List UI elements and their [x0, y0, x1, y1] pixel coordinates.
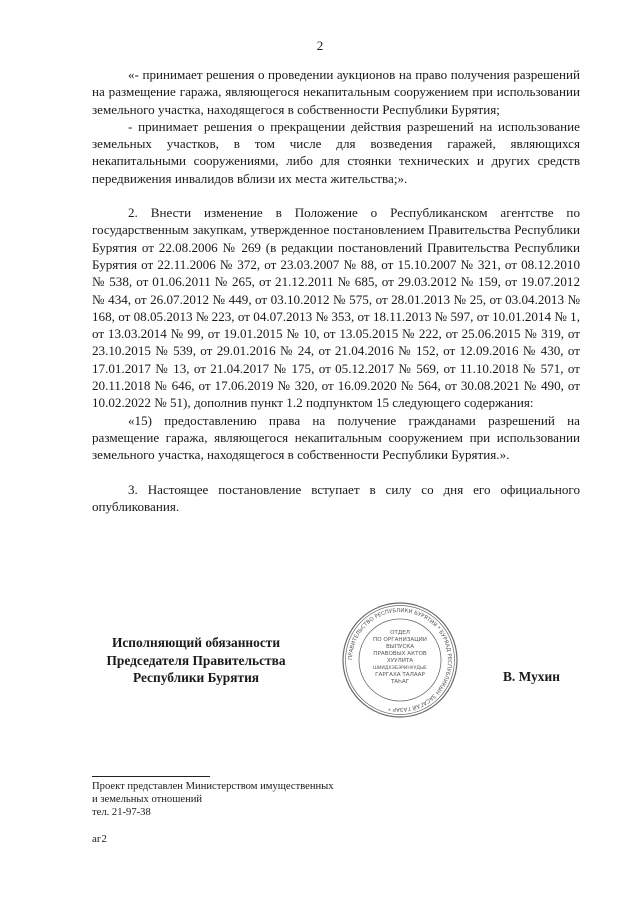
signer-name: В. Мухин: [503, 669, 560, 684]
document-body: [92, 66, 580, 515]
paragraph-4: «15) предоставлению права на получение гражданами разрешений на размещение гаража, являющегося некапитальным сооружением при использовании земельного участка, находящегося в собственности Республики Бурятия.».: [92, 412, 580, 463]
footnote-line: тел. 21-97-38: [92, 807, 151, 818]
seal-center-line: ХУУЛИТА: [386, 658, 414, 664]
seal-ring-text: ПРАВИТЕЛЬСТВО РЕСПУБЛИКИ БУРЯТИЯ * БУРЯАД РЕСПУБЛИКЫН ЗАСАГАЙ ГАЗАР *: [347, 607, 453, 713]
footnote-line: и земельных отношений: [92, 794, 203, 805]
paragraph-2: - принимает решения о прекращении действия разрешений на использование земельных участков, в том числе для возведения гаражей, являющихся некапитальными сооружениями, либо для стоянки технических и других средств передвижения инвалидов вблизи их места жительства;».: [92, 118, 580, 186]
official-seal: [340, 600, 460, 720]
footnote-line: Проект представлен Министерством имущественных: [92, 781, 334, 792]
seal-center-line: ШИИДХЭБЭРИНУУДЫЕ: [373, 666, 427, 671]
signer-title-line: Исполняющий обязанности: [111, 635, 281, 650]
footnote-divider: [92, 776, 210, 777]
signer-title-line: Председателя Правительства: [106, 652, 286, 668]
seal-center-line: ОТДЕЛ: [390, 630, 410, 636]
paragraph-5: 3. Настоящее постановление вступает в силу со дня его официального опубликования.: [92, 481, 580, 514]
footnote: [92, 780, 334, 819]
seal-center-line: ВЫПУСКА: [385, 644, 415, 650]
seal-center-line: ПРАВОВЫХ АКТОВ: [373, 651, 427, 657]
paragraph-1: «- принимает решения о проведении аукционов на право получения разрешений на размещение гаража, являющегося некапитальным сооружением при использовании земельного участка, находящегося в собственности Республики Бурятия;: [92, 67, 580, 117]
document-code: аг2: [92, 833, 107, 845]
signer-title-line: Республики Бурятия: [132, 670, 260, 685]
signer-title: [92, 634, 300, 687]
seal-center-line: ГАРГАХА ТАЛААР: [375, 672, 425, 678]
page-number: 2: [316, 38, 324, 53]
paragraph-3: 2. Внести изменение в Положение о Республиканском агентстве по государственным закупкам, утвержденное постановлением Правительства Республики Бурятия от 22.08.2006 № 269 (в редакции постановлений Правительства Республики Бурятия от 22.11.2006 № 372, от 23.03.2007 № 88, от 15.10.2007 № 321, от 08.12.2010 № 538, от 01.06.2011 № 265, от 21.12.2011 № 685, от 29.03.2012 № 159, от 19.07.2012 № 434, от 26.07.2012 № 449, от 03.10.2012 № 575, от 28.01.2013 № 25, от 03.04.2013 № 168, от 08.05.2013 № 223, от 04.07.2013 № 353, от 18.11.2013 № 597, от 10.01.2014 № 1, от 13.03.2014 № 99, от 19.01.2015 № 10, от 13.05.2015 № 222, от 25.06.2015 № 319, от 23.10.2015 № 539, от 29.01.2016 № 24, от 21.04.2016 № 152, от 12.09.2016 № 430, от 17.01.2017 № 13, от 21.04.2017 № 175, от 05.12.2017 № 569, от 11.10.2018 № 571, от 20.11.2018 № 646, от 17.06.2019 № 320, от 16.09.2020 № 564, от 30.08.2021 № 490, от 10.02.2022 № 51), дополнив пункт 1.2 подпунктом 15 следующего содержания:: [92, 205, 580, 411]
seal-center-line: ТАҺАГ: [390, 679, 410, 685]
seal-center-line: ПО ОРГАНИЗАЦИИ: [373, 637, 427, 643]
